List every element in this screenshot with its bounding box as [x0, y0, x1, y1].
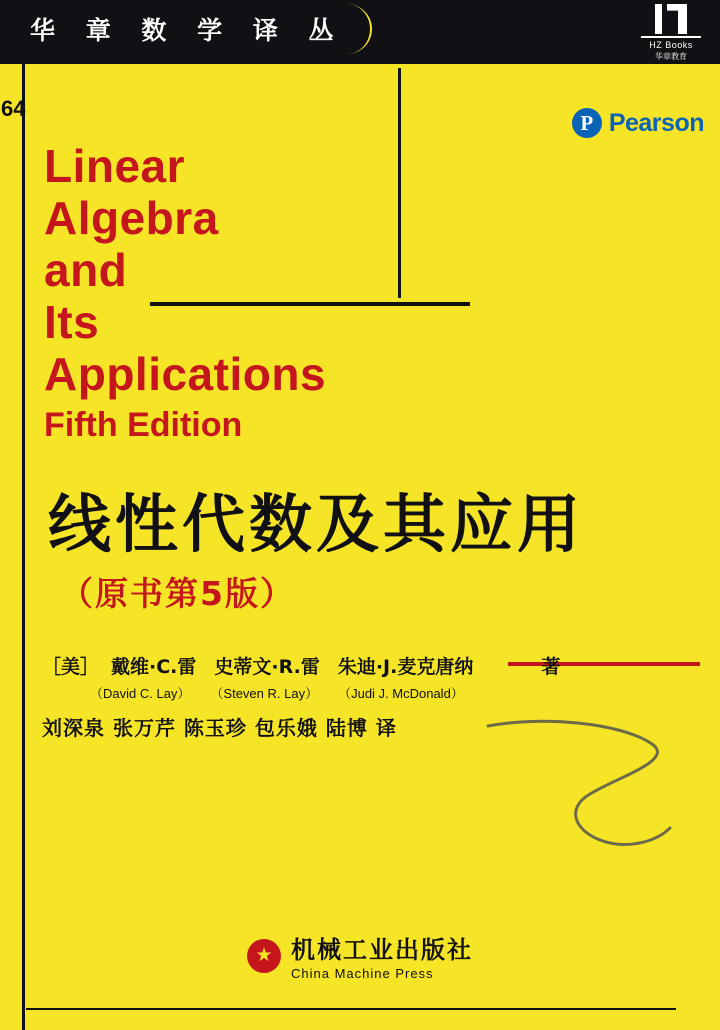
series-plate	[8, 4, 372, 54]
english-title-line: and	[44, 244, 128, 296]
author-name-cn: 朱迪·J.麦克唐纳	[337, 656, 474, 678]
hz-books-mark-icon	[654, 4, 688, 34]
pearson-wordmark: Pearson	[608, 108, 704, 137]
spine-rule	[22, 64, 25, 1030]
hz-books-divider	[641, 36, 701, 38]
series-number: 64	[1, 96, 26, 121]
publisher-name-cn: 机械工业出版社	[291, 936, 473, 964]
author-names-en-row	[42, 683, 662, 702]
handwriting-squiggle-icon	[470, 718, 700, 868]
chinese-title: 线性代数及其应用	[48, 488, 584, 561]
series-title: 华 章 数 学 译 丛	[30, 16, 345, 45]
hz-books-name: HZ Books	[649, 40, 693, 50]
english-title	[44, 140, 564, 400]
publisher-logo-icon	[247, 939, 281, 973]
author-role: 著	[541, 656, 561, 678]
translators: 刘深泉 张万芹 陈玉珍 包乐娥 陆博 译	[42, 716, 397, 740]
pearson-logo	[572, 108, 704, 138]
author-name-en: （David C. Lay）	[90, 686, 191, 701]
chinese-subtitle: （原书第5版）	[60, 574, 295, 613]
hz-books-name-cn: 华章教育	[655, 52, 687, 61]
author-block	[42, 652, 662, 702]
english-edition: Fifth Edition	[44, 406, 243, 444]
author-name-en: （Judi J. McDonald）	[338, 686, 464, 701]
english-title-line: Applications	[44, 348, 327, 400]
bottom-rule	[26, 1008, 676, 1010]
english-title-line: Algebra	[44, 192, 219, 244]
author-names-cn-row	[42, 652, 662, 679]
publisher-block	[0, 930, 720, 981]
english-title-line: Its	[44, 296, 100, 348]
english-title-line: Linear	[44, 140, 186, 192]
publisher-name-en: China Machine Press	[291, 966, 434, 981]
author-country: ［美］	[42, 656, 100, 678]
author-name-cn: 史蒂文·R.雷	[214, 656, 320, 678]
pearson-p-icon: P	[572, 108, 602, 138]
author-name-en: （Steven R. Lay）	[210, 686, 319, 701]
hz-books-logo	[636, 2, 706, 62]
author-name-cn: 戴维·C.雷	[111, 656, 197, 678]
